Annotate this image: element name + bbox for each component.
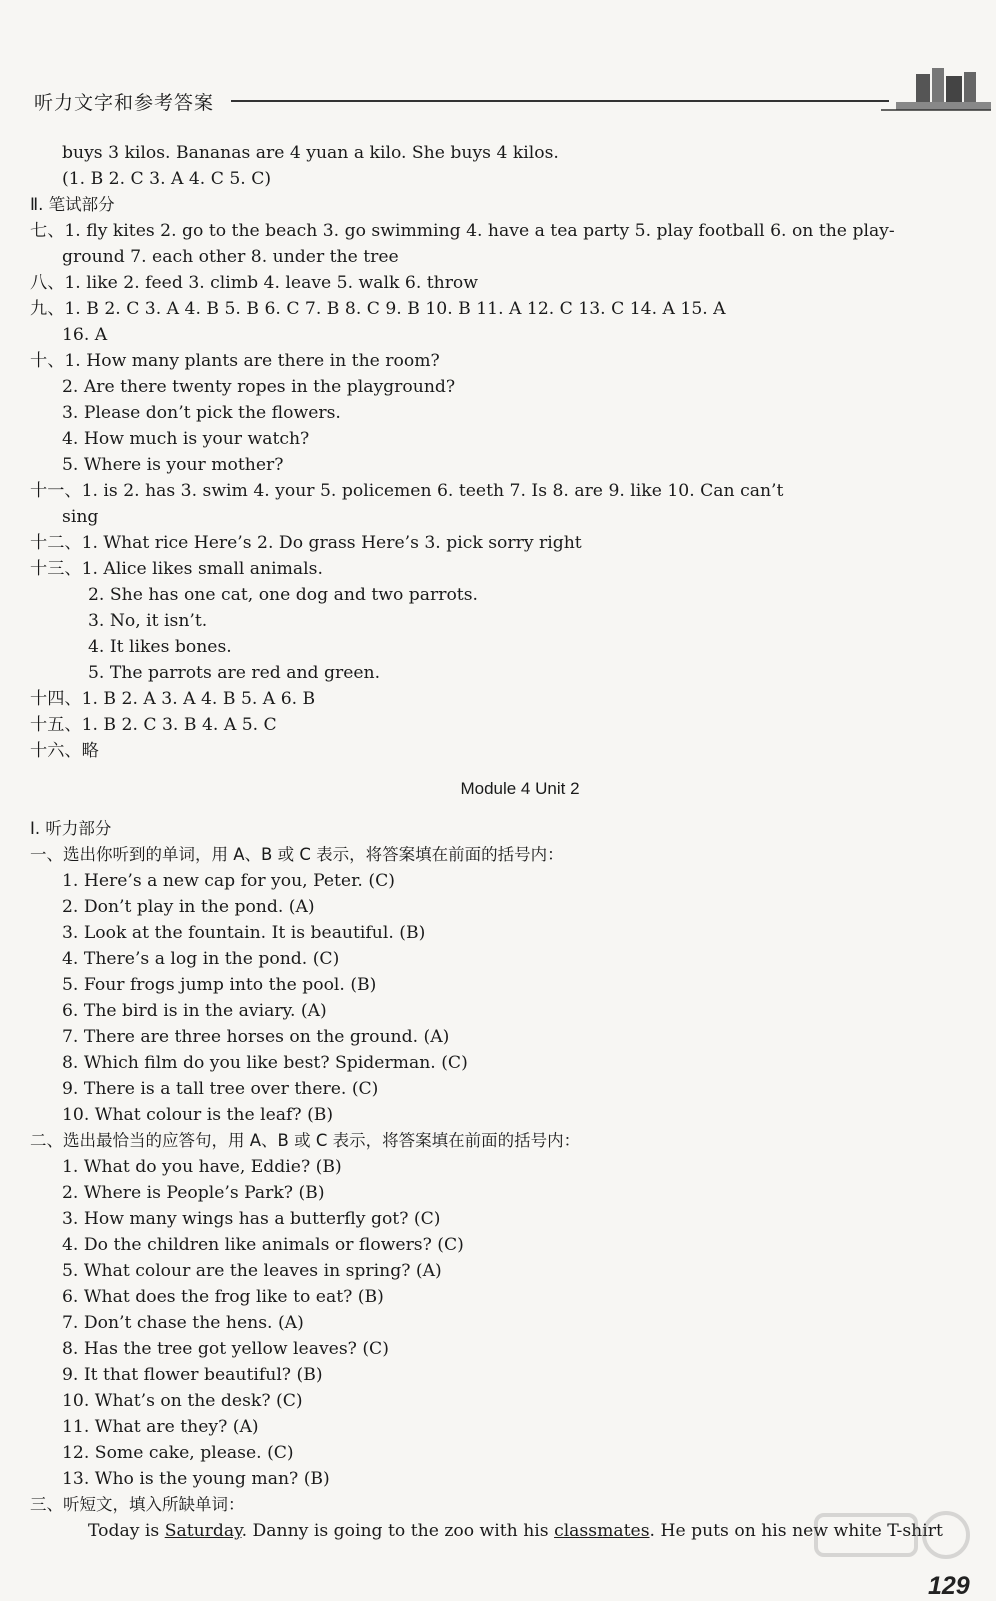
passage-text: Today is bbox=[88, 1521, 165, 1541]
answer-line: 4. There’s a log in the pond. (C) bbox=[62, 949, 340, 969]
header-rule bbox=[231, 100, 889, 102]
books-icon bbox=[876, 64, 996, 114]
answer-line: 7. There are three horses on the ground. (A) bbox=[62, 1027, 450, 1047]
answers-section-bottom bbox=[30, 816, 970, 1518]
answer-line: 十三、1. Alice likes small animals. bbox=[30, 559, 323, 579]
answer-line: 12. Some cake, please. (C) bbox=[62, 1443, 294, 1463]
answer-line: 七、1. fly kites 2. go to the beach 3. go swimming 4. have a tea party 5. play football 6. on the play- bbox=[30, 221, 895, 241]
answer-line: 十二、1. What rice Here’s 2. Do grass Here’s 3. pick sorry right bbox=[30, 533, 582, 553]
answer-content bbox=[30, 140, 970, 1544]
answer-line: 三、听短文，填入所缺单词： bbox=[30, 1495, 245, 1514]
answer-line: 十五、1. B 2. C 3. B 4. A 5. C bbox=[30, 715, 277, 735]
answer-line: 3. Please don’t pick the flowers. bbox=[62, 403, 341, 423]
answer-line: 3. How many wings has a butterfly got? (C) bbox=[62, 1209, 441, 1229]
answer-line: 十四、1. B 2. A 3. A 4. B 5. A 6. B bbox=[30, 689, 316, 709]
filled-blank: Saturday bbox=[164, 1521, 242, 1541]
answer-line: (1. B 2. C 3. A 4. C 5. C) bbox=[62, 169, 272, 189]
answer-line: 1. Here’s a new cap for you, Peter. (C) bbox=[62, 871, 395, 891]
answer-line: 16. A bbox=[62, 325, 108, 345]
answer-line: 3. No, it isn’t. bbox=[88, 611, 208, 631]
answer-line: 十六、略 bbox=[30, 741, 99, 761]
answer-line: 3. Look at the fountain. It is beautiful. (B) bbox=[62, 923, 426, 943]
answer-line: 4. How much is your watch? bbox=[62, 429, 310, 449]
answer-line: 2. Are there twenty ropes in the playground? bbox=[62, 377, 456, 397]
answer-line: ground 7. each other 8. under the tree bbox=[62, 247, 399, 267]
answers-section-top bbox=[30, 140, 970, 764]
page-header bbox=[34, 80, 964, 120]
answer-line: 5. The parrots are red and green. bbox=[88, 663, 381, 683]
answer-line: 十一、1. is 2. has 3. swim 4. your 5. policemen 6. teeth 7. Is 8. are 9. like 10. Can can’t bbox=[30, 481, 784, 501]
answer-line: 5. Four frogs jump into the pool. (B) bbox=[62, 975, 377, 995]
answer-line: 10. What’s on the desk? (C) bbox=[62, 1391, 303, 1411]
answer-line: 一、选出你听到的单词，用 A、B 或 C 表示，将答案填在前面的括号内： bbox=[30, 845, 564, 864]
watermark-logo bbox=[796, 1500, 976, 1580]
answer-line: 八、1. like 2. feed 3. climb 4. leave 5. walk 6. throw bbox=[30, 273, 478, 293]
header-title: 听力文字和参考答案 bbox=[34, 92, 215, 114]
answer-line: 5. What colour are the leaves in spring? (A) bbox=[62, 1261, 442, 1281]
answer-line: 4. Do the children like animals or flowers? (C) bbox=[62, 1235, 464, 1255]
answer-line: Ⅱ. 笔试部分 bbox=[30, 195, 115, 214]
answer-line: sing bbox=[62, 507, 99, 527]
passage-text: . He puts on his new white T-shirt bbox=[649, 1521, 943, 1541]
answer-line: 十、1. How many plants are there in the room? bbox=[30, 351, 440, 371]
module-title: Module 4 Unit 2 bbox=[460, 779, 580, 798]
answer-line: 11. What are they? (A) bbox=[62, 1417, 259, 1437]
page-number: 129 bbox=[928, 1572, 970, 1600]
passage-text: . Danny is going to the zoo with his bbox=[241, 1521, 555, 1541]
answer-line: 13. Who is the young man? (B) bbox=[62, 1469, 330, 1489]
answer-line: 5. Where is your mother? bbox=[62, 455, 284, 475]
answer-line: 2. She has one cat, one dog and two parrots. bbox=[88, 585, 479, 605]
answer-line: 4. It likes bones. bbox=[88, 637, 232, 657]
answer-line: 8. Which film do you like best? Spiderman. (C) bbox=[62, 1053, 468, 1073]
answer-line: 1. What do you have, Eddie? (B) bbox=[62, 1157, 342, 1177]
answer-line: 2. Don’t play in the pond. (A) bbox=[62, 897, 315, 917]
answer-line: 6. The bird is in the aviary. (A) bbox=[62, 1001, 327, 1021]
answer-line: Ⅰ. 听力部分 bbox=[30, 819, 112, 838]
answer-line: 二、选出最恰当的应答句，用 A、B 或 C 表示，将答案填在前面的括号内： bbox=[30, 1131, 581, 1150]
answer-line: buys 3 kilos. Bananas are 4 yuan a kilo. She buys 4 kilos. bbox=[62, 143, 559, 163]
filled-blank: classmates bbox=[554, 1521, 650, 1541]
answer-line: 6. What does the frog like to eat? (B) bbox=[62, 1287, 384, 1307]
answer-line: 9. It that flower beautiful? (B) bbox=[62, 1365, 323, 1385]
answer-line: 2. Where is People’s Park? (B) bbox=[62, 1183, 325, 1203]
answer-line: 10. What colour is the leaf? (B) bbox=[62, 1105, 334, 1125]
answer-line: 9. There is a tall tree over there. (C) bbox=[62, 1079, 379, 1099]
answer-line: 7. Don’t chase the hens. (A) bbox=[62, 1313, 304, 1333]
answer-line: 九、1. B 2. C 3. A 4. B 5. B 6. C 7. B 8. C 9. B 10. B 11. A 12. C 13. C 14. A 15. A bbox=[30, 299, 726, 319]
answer-line: 8. Has the tree got yellow leaves? (C) bbox=[62, 1339, 389, 1359]
